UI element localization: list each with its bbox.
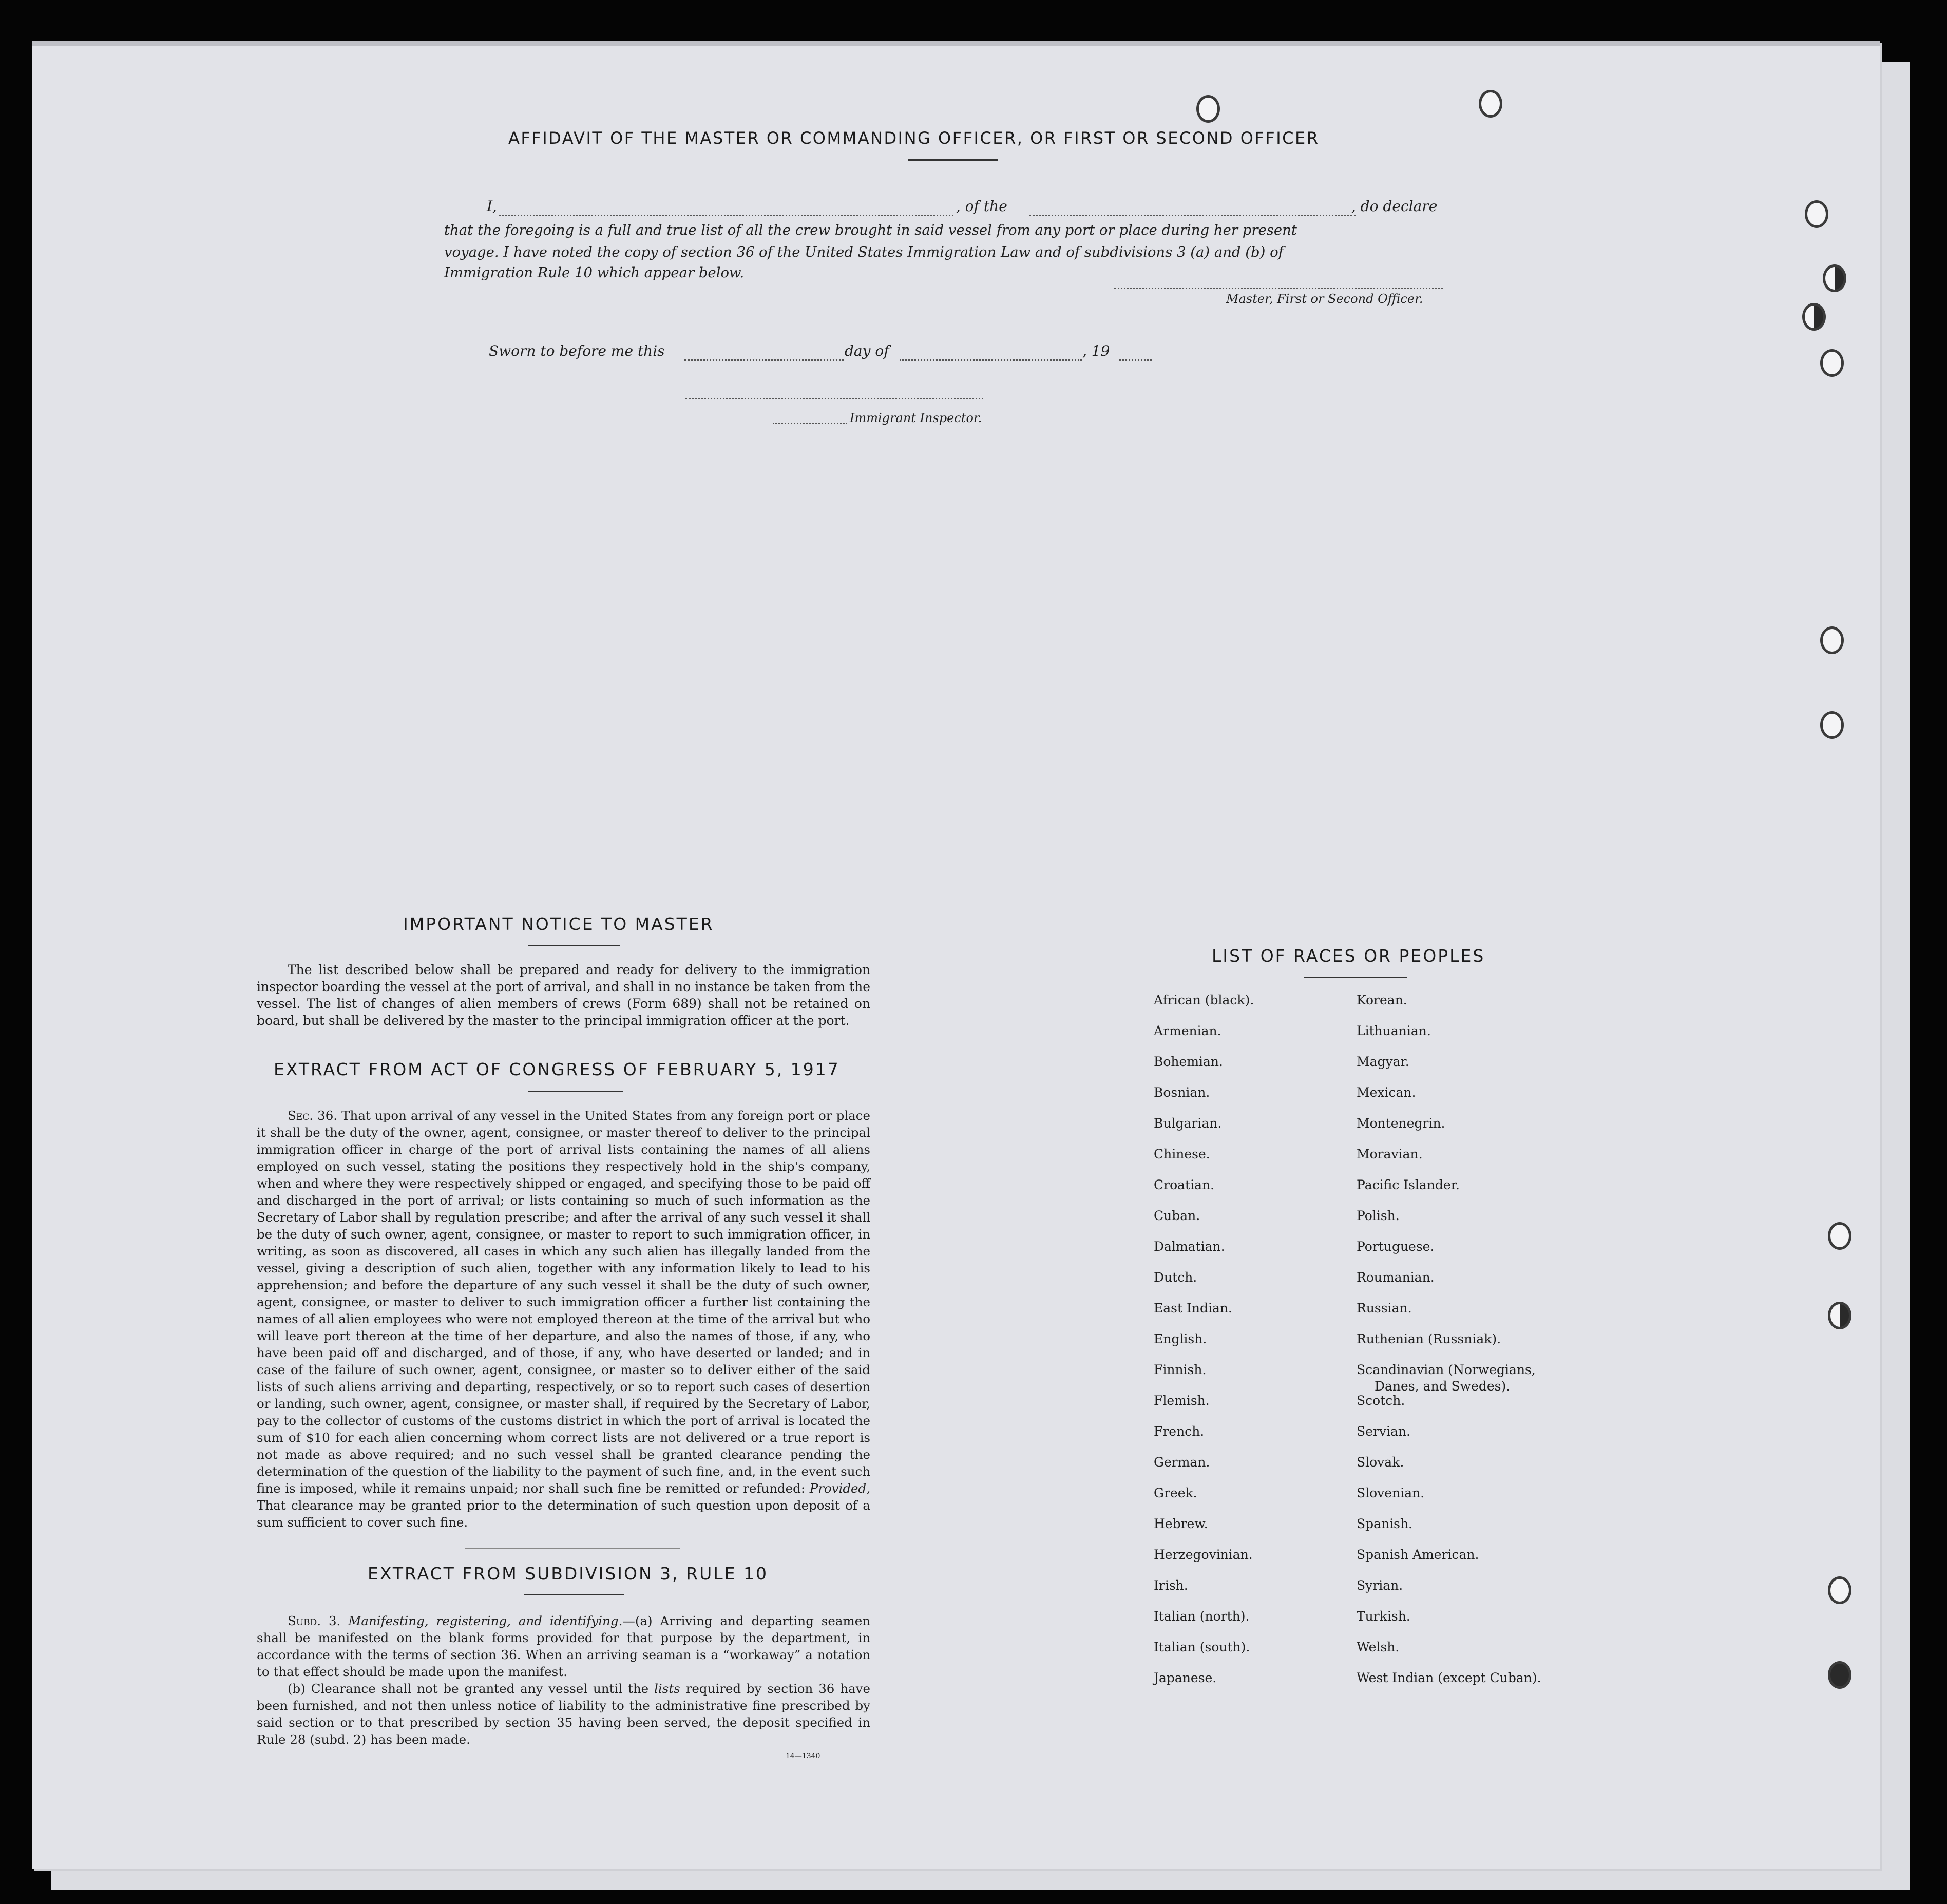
race-item: Polish. — [1357, 1208, 1400, 1223]
race-item: Servian. — [1357, 1424, 1410, 1439]
race-item: Moravian. — [1357, 1147, 1423, 1162]
race-item: Turkish. — [1357, 1609, 1410, 1624]
races-column-2 — [1357, 985, 1541, 1693]
race-item: Bosnian. — [1154, 1085, 1210, 1100]
race-item: Korean. — [1357, 993, 1407, 1007]
punch-hole — [1820, 626, 1844, 654]
inspector-signature-field[interactable] — [685, 398, 983, 399]
affidavit-of-the: , of the — [956, 198, 1007, 215]
section-divider — [465, 1548, 680, 1549]
race-item: Roumanian. — [1357, 1270, 1435, 1285]
races-column-1 — [1154, 985, 1254, 1693]
race-item: Hebrew. — [1154, 1516, 1208, 1531]
punch-hole — [1805, 200, 1828, 228]
race-item: Spanish American. — [1357, 1547, 1479, 1562]
subd-a-label: —(a) — [622, 1613, 653, 1628]
lists-word: lists — [654, 1681, 680, 1696]
punch-hole — [1823, 264, 1846, 292]
extract-act-text — [257, 1107, 870, 1531]
race-item: African (black). — [1154, 993, 1254, 1007]
race-item: Finnish. — [1154, 1362, 1207, 1377]
race-item: Herzegovinian. — [1154, 1547, 1253, 1562]
affidavit-title: AFFIDAVIT OF THE MASTER OR COMMANDING OFFICER, OR FIRST OR SECOND OFFICER — [508, 128, 1320, 148]
document-page — [32, 41, 1880, 1869]
race-item: Flemish. — [1154, 1393, 1210, 1408]
race-item: English. — [1154, 1331, 1207, 1346]
inspector-signature-field-2[interactable] — [773, 423, 847, 424]
affidavit-line-4: Immigration Rule 10 which appear below. — [444, 264, 745, 281]
race-item: Mexican. — [1357, 1085, 1416, 1100]
race-item: Slovak. — [1357, 1455, 1404, 1470]
race-item: Magyar. — [1357, 1054, 1409, 1069]
affidavit-do-declare: , do declare — [1351, 198, 1438, 215]
affidavit-line-3: voyage. I have noted the copy of section 36 of the United States Immigration Law and of subdivisions 3 (a) and (b) of — [444, 244, 1284, 260]
sworn-label: Sworn to before me this — [489, 342, 665, 359]
race-item: German. — [1154, 1455, 1210, 1470]
punch-hole — [1820, 349, 1844, 377]
punch-hole — [1828, 1661, 1851, 1689]
extract-rule-title-rule — [524, 1594, 624, 1595]
officer-name-field[interactable] — [499, 215, 953, 216]
races-title-rule — [1304, 977, 1407, 978]
race-item: Scandinavian (Norwegians, — [1357, 1362, 1536, 1377]
race-item: Montenegrin. — [1357, 1116, 1445, 1131]
affidavit-i-label: I, — [487, 198, 497, 215]
affidavit-line-2: that the foregoing is a full and true list of all the crew brought in said vessel from any port or place during her present — [444, 222, 1297, 238]
race-item: Irish. — [1154, 1578, 1188, 1593]
subd-label: Subd. 3. — [288, 1613, 341, 1628]
inspector-caption: Immigrant Inspector. — [850, 411, 982, 425]
race-item: Spanish. — [1357, 1516, 1413, 1531]
sec-36-text: That upon arrival of any vessel in the United States from any foreign port or place it shall be the duty of the owner, agent, consignee, or master thereof to deliver to the principal immigration officer in charge of the port of arrival lists containing the names of all aliens employed on such vessel, stating the positions they respectively hold in the ship's company, when and where they were respectively shipped or engaged, and specifying those to be paid off and discharged in the port of arrival; or lists containing so much of such information as the Secretary of Labor shall by regulation prescribe; and after the arrival of any such vessel it shall be the duty of such owner, agent, consignee, or master to report to such immigration officer, in writing, as soon as discovered, all cases in which any such alien has illegally landed from the vessel, giving a description of such alien, together with any information likely to lead to his apprehension; and before the departure of any such vessel it shall be the duty of such owner, agent, consignee, or master to deliver to such immigration officer a further list containing the names of all alien employees who were not employed thereon at the time of the arrival but who will leave port thereon at the time of her departure, and also the names of those, if any, who have been paid off and discharged, and of those, if any, who have deserted or landed; and in case of the failure of such owner, agent, consignee, or master so to deliver either of the said lists of such aliens arriving and departing, respectively, or so to report such cases of desertion or landing, such owner, agent, consignee, or master shall, if required by the Secretary of Labor, pay to the collector of customs of the customs district in which the port of arrival is located the sum of $10 for each alien concerning whom correct lists are not delivered or a true report is not made as above required; and no such vessel shall be granted clearance pending the determination of the question of the liability to the payment of such fine, and, in the event such fine is imposed, while it remains unpaid; nor shall such fine be remitted or refunded: — [257, 1108, 870, 1496]
race-item: Chinese. — [1154, 1147, 1210, 1162]
race-item: Ruthenian (Russniak). — [1357, 1331, 1501, 1346]
year-label: , 19 — [1082, 342, 1110, 359]
race-item: Italian (north). — [1154, 1609, 1250, 1624]
race-item: Syrian. — [1357, 1578, 1403, 1593]
vessel-name-field[interactable] — [1029, 215, 1356, 216]
form-number: 14—1340 — [786, 1752, 820, 1760]
provided-word: Provided, — [809, 1481, 870, 1496]
extract-rule-text — [257, 1612, 870, 1748]
race-item: Lithuanian. — [1357, 1023, 1431, 1038]
race-item: Scotch. — [1357, 1393, 1405, 1408]
race-item: Japanese. — [1154, 1670, 1217, 1685]
race-item: East Indian. — [1154, 1301, 1232, 1316]
affidavit-title-rule — [908, 159, 998, 161]
sec-36-text-end: That clearance may be granted prior to the determination of such question upon deposit of a sum sufficient to cover such fine. — [257, 1498, 870, 1530]
punch-hole — [1828, 1302, 1851, 1329]
notice-text: The list described below shall be prepared and ready for delivery to the immigration inspector boarding the vessel at the port of arrival, and shall in no instance be taken from the vessel. The list of changes of alien members of crews (Form 689) shall not be retained on board, but shall be delivered by the master to the principal immigration officer at the port. — [257, 962, 870, 1028]
race-item: West Indian (except Cuban). — [1357, 1670, 1541, 1685]
day-of-label: day of — [845, 342, 889, 359]
race-item: Croatian. — [1154, 1177, 1215, 1192]
notice-title-rule — [528, 945, 620, 946]
subd-b-text-2: required by section 36 have been furnished, and not then unless notice of liability to the administrative fine prescribed by said section or to that prescribed by section 35 having been served, the deposit specified in Rule 28 (subd. 2) has been made. — [257, 1681, 871, 1747]
race-item: Dutch. — [1154, 1270, 1197, 1285]
race-item: Russian. — [1357, 1301, 1412, 1316]
page-top-edge — [32, 41, 1880, 46]
sworn-year-field[interactable] — [1119, 359, 1152, 361]
race-item: Slovenian. — [1357, 1486, 1425, 1500]
race-item: Italian (south). — [1154, 1640, 1250, 1654]
extract-rule-title: EXTRACT FROM SUBDIVISION 3, RULE 10 — [368, 1564, 768, 1584]
race-item: Welsh. — [1357, 1640, 1400, 1654]
subd-title: Manifesting, registering, and identifying. — [348, 1613, 623, 1628]
subd-b-text-1: Clearance shall not be granted any vessel until the — [311, 1681, 649, 1696]
sworn-month-field[interactable] — [900, 359, 1082, 361]
race-item: Portuguese. — [1357, 1239, 1435, 1254]
punch-hole — [1196, 95, 1220, 123]
race-item: Bohemian. — [1154, 1054, 1223, 1069]
race-item: French. — [1154, 1424, 1205, 1439]
race-item: Pacific Islander. — [1357, 1177, 1460, 1192]
race-item: Greek. — [1154, 1486, 1197, 1500]
master-signature-caption: Master, First or Second Officer. — [1226, 292, 1423, 306]
race-item: Bulgarian. — [1154, 1116, 1222, 1131]
sworn-day-field[interactable] — [684, 359, 844, 361]
punch-hole — [1828, 1222, 1851, 1250]
race-scandinavian-continuation: Danes, and Swedes). — [1375, 1379, 1511, 1394]
race-item: Armenian. — [1154, 1023, 1221, 1038]
subd-b-label: (b) — [288, 1681, 306, 1696]
punch-hole — [1802, 303, 1826, 331]
punch-hole — [1828, 1576, 1851, 1604]
master-signature-field[interactable] — [1114, 288, 1443, 289]
punch-hole — [1479, 90, 1502, 118]
notice-title: IMPORTANT NOTICE TO MASTER — [403, 914, 714, 934]
race-item: Cuban. — [1154, 1208, 1200, 1223]
extract-act-title-rule — [528, 1091, 623, 1092]
race-item: Dalmatian. — [1154, 1239, 1225, 1254]
punch-hole — [1820, 711, 1844, 739]
extract-act-title: EXTRACT FROM ACT OF CONGRESS OF FEBRUARY 5, 1917 — [274, 1059, 840, 1079]
races-title: LIST OF RACES OR PEOPLES — [1212, 946, 1485, 966]
sec-label: Sec. 36. — [288, 1108, 338, 1123]
subd-a-text: Arriving and departing seamen shall be manifested on the blank forms provided for that purpose by the department, in accordance with the terms of section 36. When an arriving seaman is a “workaway” a notation to that effect should be made upon the manifest. — [257, 1613, 870, 1679]
